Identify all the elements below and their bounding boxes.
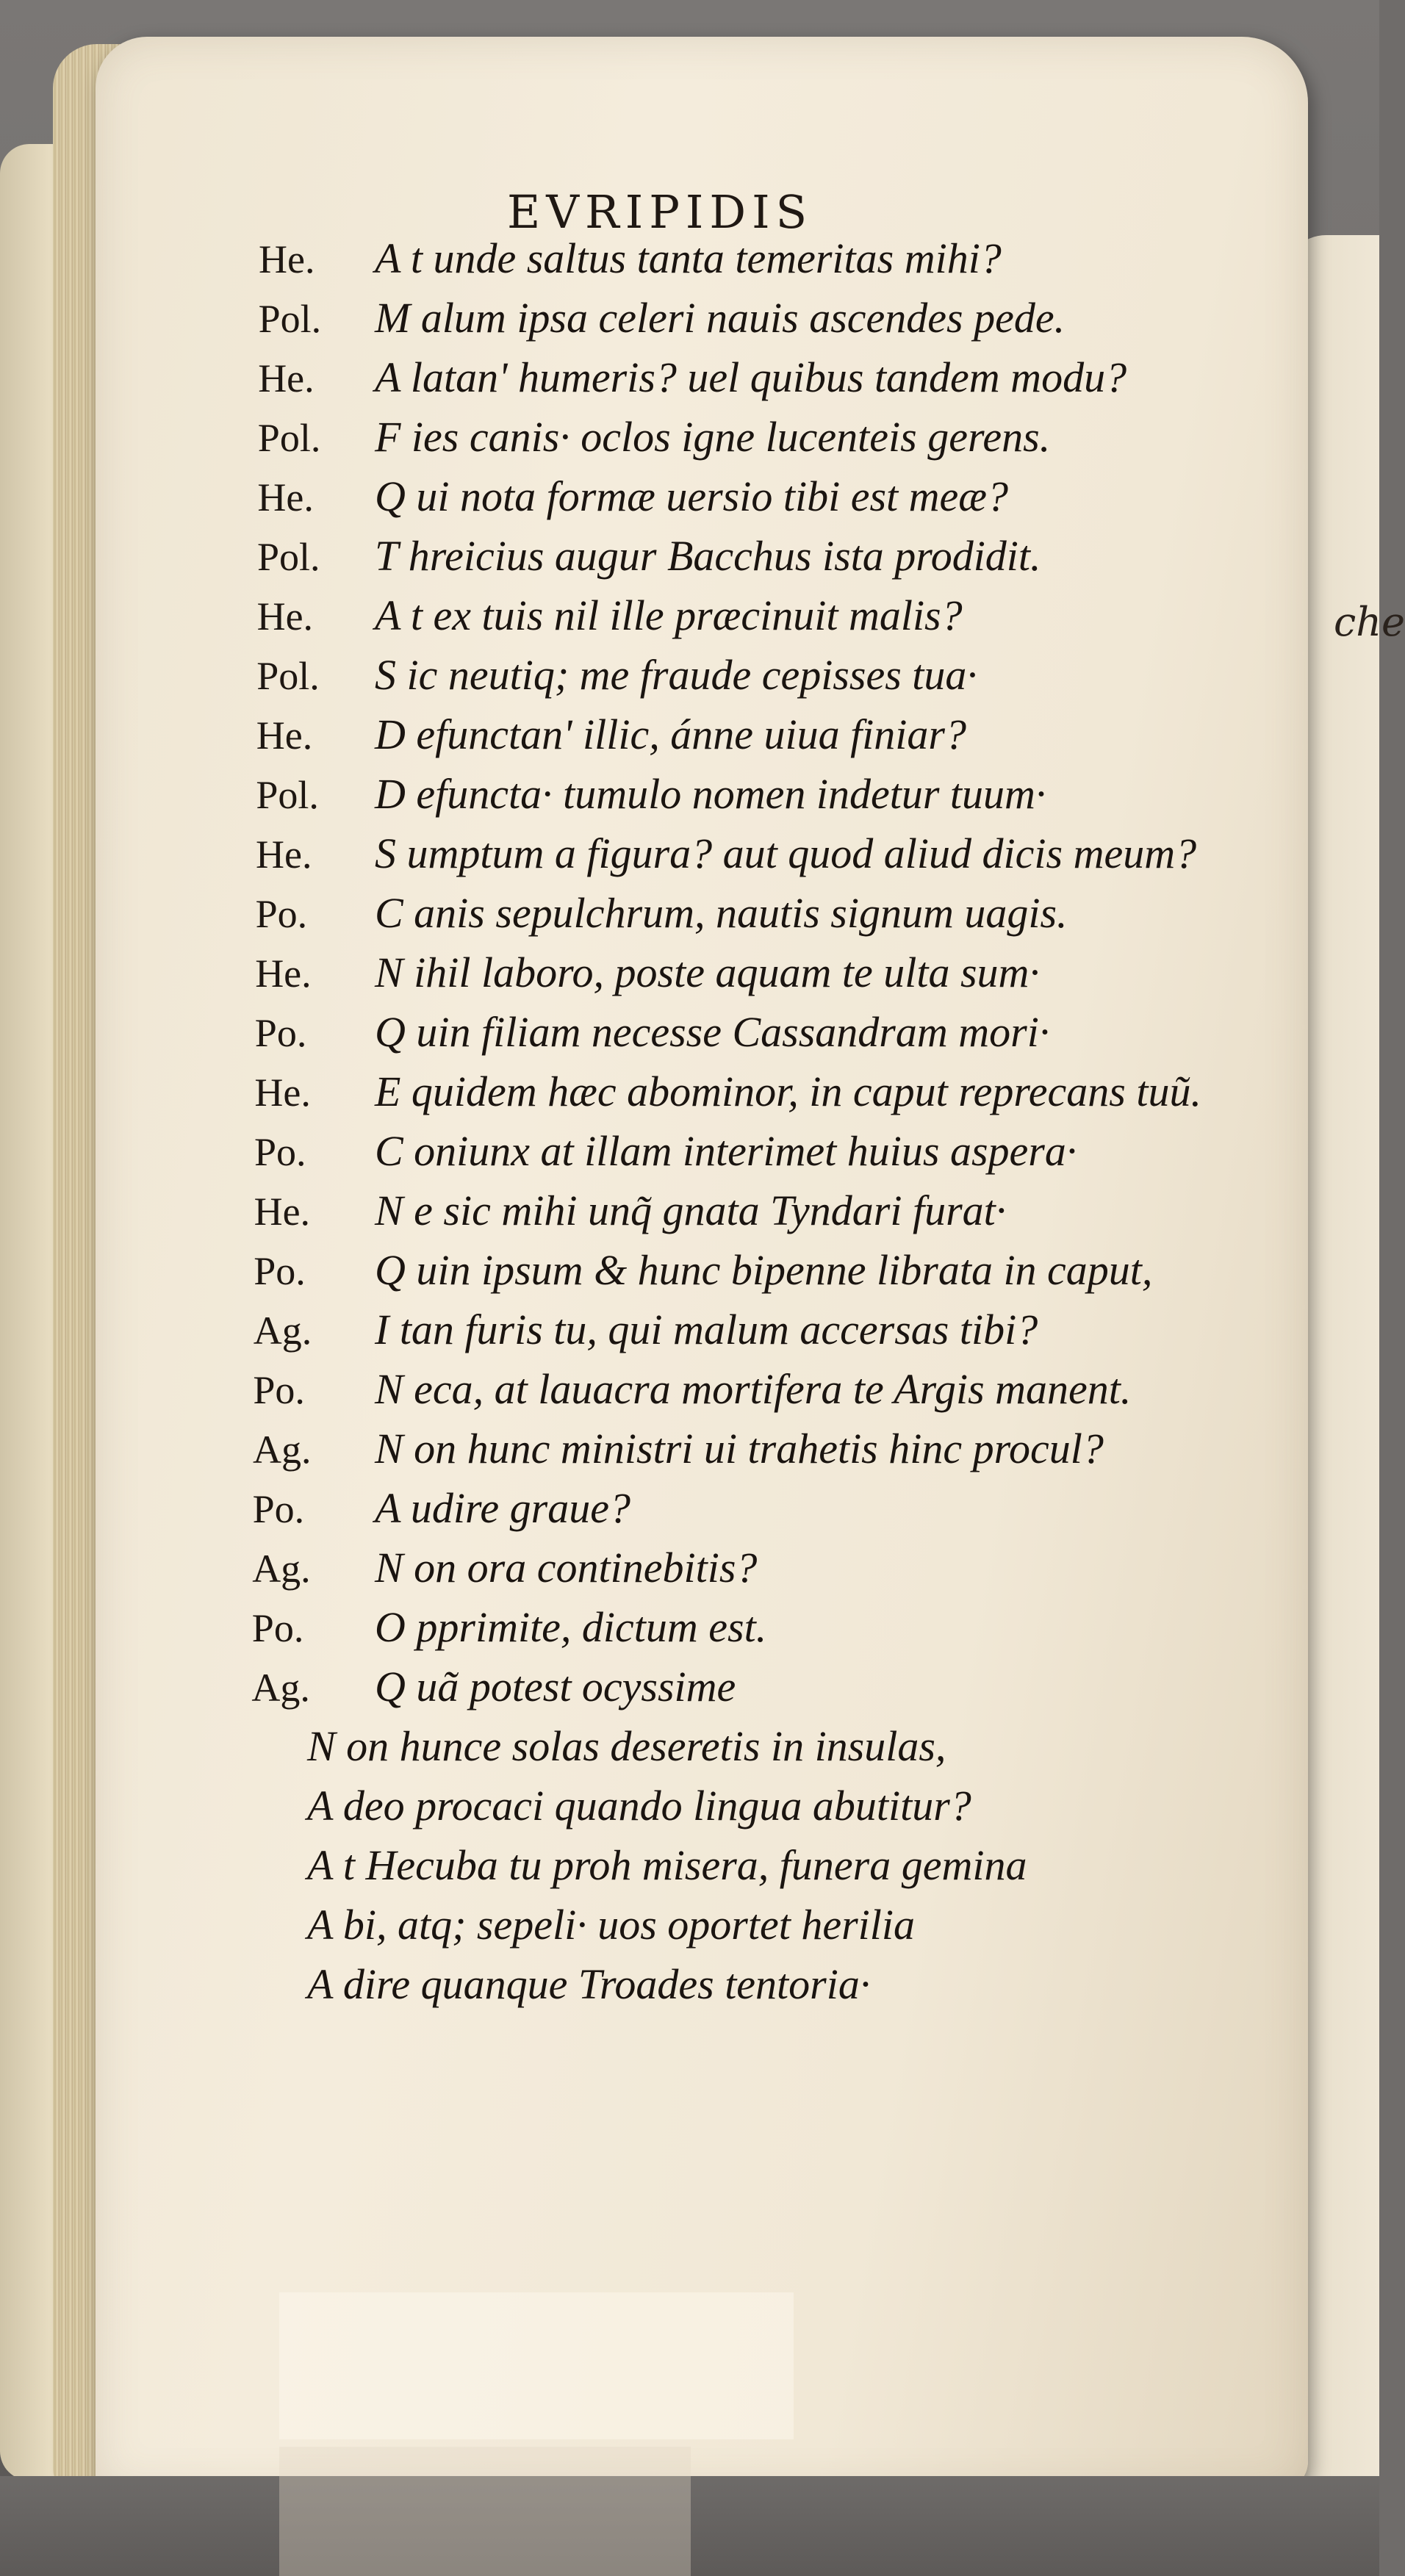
page-paper-patch [279,2292,794,2439]
verse-text: F ies canis· oclos igne lucenteis gerens. [375,413,1051,461]
speaker-label: Ag. [253,1309,312,1353]
speaker-label: Po. [251,1606,304,1650]
verse-text: D efunctan' illic, ánne uiua finiar? [375,710,966,758]
verse-text: C oniunx at illam interimet huius aspera· [375,1127,1077,1175]
verse-text: O pprimite, dictum est. [375,1603,767,1651]
speaker-label: Po. [252,1487,305,1531]
verse-text: N eca, at lauacra mortifera te Argis manent. [375,1365,1132,1413]
verse-text: Q uin ipsum & hunc bipenne librata in caput, [375,1246,1153,1294]
verse-text: A deo procaci quando lingua abutitur? [307,1782,971,1830]
verse-text: N on ora continebitis? [375,1544,758,1591]
verse-text: A udire graue? [375,1484,630,1532]
verse-text: S ic neutiq; me fraude cepisses tua· [375,651,977,699]
verse-text: T hreicius augur Bacchus ista prodidit. [375,532,1041,580]
speaker-label: He. [256,713,313,758]
speaker-label: He. [259,237,315,281]
verse-text: C anis sepulchrum, nautis signum uagis. [375,889,1068,937]
running-head: EVRIPIDIS [507,185,813,239]
speaker-label: Po. [255,892,308,936]
speaker-label: Pol. [256,654,320,698]
verse-text: Q ui nota formæ uersio tibi est meæ? [375,472,1008,520]
speaker-label: He. [257,475,314,519]
verse-text: Q uin filiam necesse Cassandram mori· [375,1008,1050,1056]
verse-text: A t ex tuis nil ille præcinuit malis? [375,591,963,639]
facing-page-text-fragment: che [1334,599,1405,645]
speaker-label: He. [254,1190,311,1234]
speaker-label: Pol. [258,297,322,341]
speaker-label: He. [258,356,315,400]
verse-text: N ihil laboro, poste aquam te ulta sum· [375,949,1040,996]
speaker-label: Ag. [253,1428,312,1472]
verse-text: I tan furis tu, qui malum accersas tibi? [375,1306,1038,1353]
verse-text: E quidem hæc abominor, in caput reprecans tuũ. [375,1068,1201,1115]
verse-text: N on hunce solas deseretis in insulas, [307,1722,946,1770]
speaker-label: Po. [253,1368,305,1412]
verse-text: M alum ipsa celeri nauis ascendes pede. [375,294,1066,342]
verse-text: D efuncta· tumulo nomen indetur tuum· [375,770,1046,818]
verse-text: A t unde saltus tanta temeritas mihi? [375,234,1002,282]
speaker-label: He. [254,1071,311,1115]
speaker-label: Pol. [257,416,321,460]
speaker-label: He. [256,832,312,877]
speaker-label: Ag. [251,1666,310,1710]
speaker-label: Po. [254,1130,306,1174]
speaker-label: Po. [254,1249,306,1293]
verse-text: S umptum a figura? aut quod aliud dicis meum? [375,830,1197,877]
verse-text: Q uã potest ocyssime [375,1663,736,1710]
verse-text: N on hunc ministri ui trahetis hinc procul? [375,1425,1104,1472]
verse-text: N e sic mihi unq̃ gnata Tyndari furat· [375,1187,1007,1234]
verse-text: A latan' humeris? uel quibus tandem modu? [375,353,1127,401]
speaker-label: Pol. [256,773,319,817]
verse-text: A bi, atq; sepeli· uos oportet herilia [307,1901,915,1949]
speaker-label: He. [255,951,312,996]
verse-text: A dire quanque Troades tentoria· [307,1960,871,2008]
paper-scrap [279,2447,691,2576]
speaker-label: Po. [254,1011,307,1055]
speaker-label: Ag. [252,1547,311,1591]
verse-text: A t Hecuba tu proh misera, funera gemina [307,1841,1027,1889]
speaker-label: He. [256,594,314,638]
speaker-label: Pol. [257,535,320,579]
